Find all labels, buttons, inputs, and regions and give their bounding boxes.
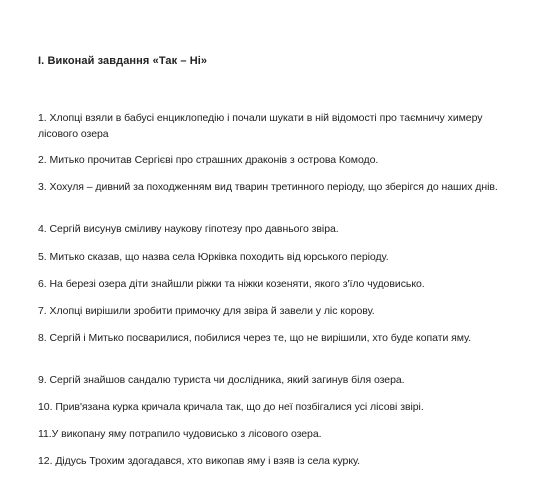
task-item-11: 11.У викопану яму потрапило чудовисько з лісового озера. (38, 428, 322, 440)
task-item-8: 8. Сергій і Митько посварилися, побилися через те, що не вирішили, хто буде копати яму. (38, 332, 472, 344)
task-item-3: 3. Хохуля – дивний за походженням вид тварин третинного періоду, що зберігся до наших днів. (38, 181, 498, 193)
task-item-4: 4. Сергій висунув сміливу наукову гіпотезу про давнього звіра. (38, 223, 339, 235)
task-item-1: 1. Хлопці взяли в бабусі енциклопедію і почали шукати в ній відомості про таємничу химеру лісового озера (38, 112, 483, 140)
task-item-2: 2. Митько прочитав Сергієві про страшних драконів з острова Комодо. (38, 154, 379, 166)
task-item-12: 12. Дідусь Трохим здогадався, хто викопав яму і взяв із села курку. (38, 455, 361, 467)
document-title: I. Виконай завдання «Так – Ні» (38, 55, 208, 67)
task-item-7: 7. Хлопці вирішили зробити примочку для звіра й завели у ліс корову. (38, 305, 375, 317)
task-item-6: 6. На березі озера діти знайшли ріжки та ніжки козеняти, якого з'їло чудовисько. (38, 278, 425, 290)
task-item-5: 5. Митько сказав, що назва села Юрківка походить від юрського періоду. (38, 251, 389, 263)
task-item-10: 10. Прив'язана курка кричала кричала так, що до неї позбігалися усі лісові звірі. (38, 401, 424, 413)
task-item-9: 9. Сергій знайшов сандалю туриста чи дослідника, який загинув біля озера. (38, 374, 405, 386)
